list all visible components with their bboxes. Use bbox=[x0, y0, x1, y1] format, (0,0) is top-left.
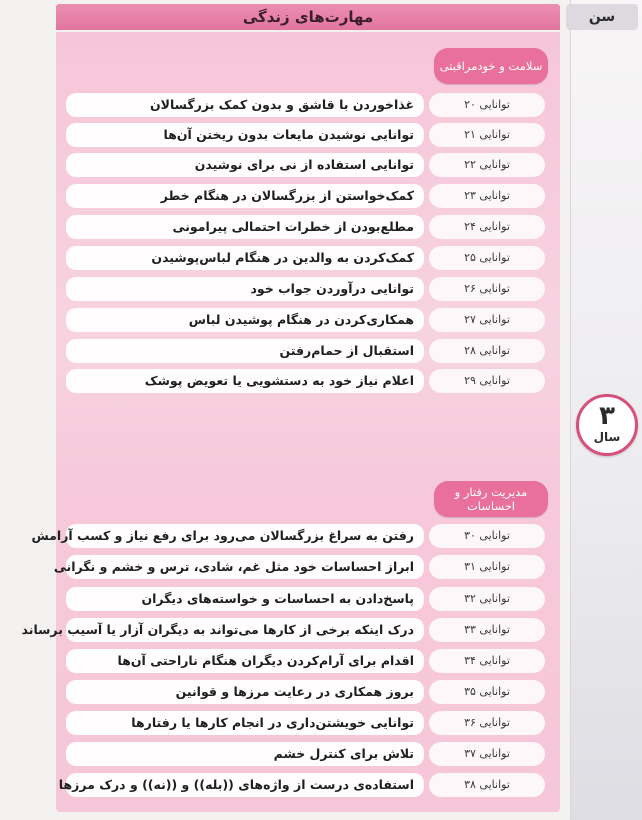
ability-label: توانایی ۳۳ bbox=[429, 618, 545, 642]
age-heading: سن bbox=[566, 4, 638, 30]
ability-text: غذاخوردن با قاشق و بدون کمک بزرگسالان bbox=[66, 93, 424, 117]
ability-text: توانایی خویشتن‌داری در انجام کارها یا رفتارها bbox=[66, 711, 424, 735]
ability-label: توانایی ۲۱ bbox=[429, 123, 545, 147]
ability-text: توانایی درآوردن جواب خود bbox=[66, 277, 424, 301]
ability-label: توانایی ۳۱ bbox=[429, 555, 545, 579]
ability-text: اعلام نیاز خود به دستشویی یا تعویض پوشک bbox=[66, 369, 424, 393]
page-title: مهارت‌های زندگی bbox=[242, 8, 374, 26]
ability-text: ابراز احساسات خود مثل غم، شادی، ترس و خشم و نگرانی bbox=[66, 555, 424, 579]
ability-text: مطلع‌بودن از خطرات احتمالی پیرامونی bbox=[66, 215, 424, 239]
ability-text: همکاری‌کردن در هنگام پوشیدن لباس bbox=[66, 308, 424, 332]
ability-text: اقدام برای آرام‌کردن دیگران هنگام ناراحتی آن‌ها bbox=[66, 649, 424, 673]
section-tab-behavior: مدیریت رفتار و احساسات bbox=[434, 481, 548, 517]
ability-text: کمک‌خواستن از بزرگسالان در هنگام خطر bbox=[66, 184, 424, 208]
age-badge bbox=[576, 394, 638, 456]
ability-label: توانایی ۳۲ bbox=[429, 587, 545, 611]
ability-label: توانایی ۲۳ bbox=[429, 184, 545, 208]
ability-text: توانایی نوشیدن مایعات بدون ریختن آن‌ها bbox=[66, 123, 424, 147]
ability-label: توانایی ۳۴ bbox=[429, 649, 545, 673]
ability-label: توانایی ۲۸ bbox=[429, 339, 545, 363]
ability-text: درک اینکه برخی از کارها می‌تواند به دیگران آزار یا آسیب برساند bbox=[66, 618, 424, 642]
ability-text: رفتن به سراغ بزرگسالان می‌رود برای رفع نیاز و کسب آرامش bbox=[66, 524, 424, 548]
ability-label: توانایی ۲۹ bbox=[429, 369, 545, 393]
ability-text: کمک‌کردن به والدین در هنگام لباس‌پوشیدن bbox=[66, 246, 424, 270]
ability-label: توانایی ۳۷ bbox=[429, 742, 545, 766]
ability-text: استفاده‌ی درست از واژه‌های ((بله)) و ((نه)) و درک مرزها bbox=[66, 773, 424, 797]
age-number: ۳ bbox=[599, 401, 615, 431]
ability-text: بروز همکاری در رعایت مرزها و قوانین bbox=[66, 680, 424, 704]
ability-label: توانایی ۳۵ bbox=[429, 680, 545, 704]
ability-label: توانایی ۳۰ bbox=[429, 524, 545, 548]
ability-label: توانایی ۲۶ bbox=[429, 277, 545, 301]
ability-label: توانایی ۲۷ bbox=[429, 308, 545, 332]
age-word: سال bbox=[593, 430, 621, 444]
ability-label: توانایی ۲۰ bbox=[429, 93, 545, 117]
ability-text: توانایی استفاده از نی برای نوشیدن bbox=[66, 153, 424, 177]
ability-text: تلاش برای کنترل خشم bbox=[66, 742, 424, 766]
ability-label: توانایی ۲۲ bbox=[429, 153, 545, 177]
ability-label: توانایی ۲۵ bbox=[429, 246, 545, 270]
ability-label: توانایی ۳۶ bbox=[429, 711, 545, 735]
ability-label: توانایی ۳۸ bbox=[429, 773, 545, 797]
section-tab-health: سلامت و خودمراقبتی bbox=[434, 48, 548, 84]
ability-label: توانایی ۲۴ bbox=[429, 215, 545, 239]
ability-text: استقبال از حمام‌رفتن bbox=[66, 339, 424, 363]
ability-text: پاسخ‌دادن به احساسات و خواسته‌های دیگران bbox=[66, 587, 424, 611]
